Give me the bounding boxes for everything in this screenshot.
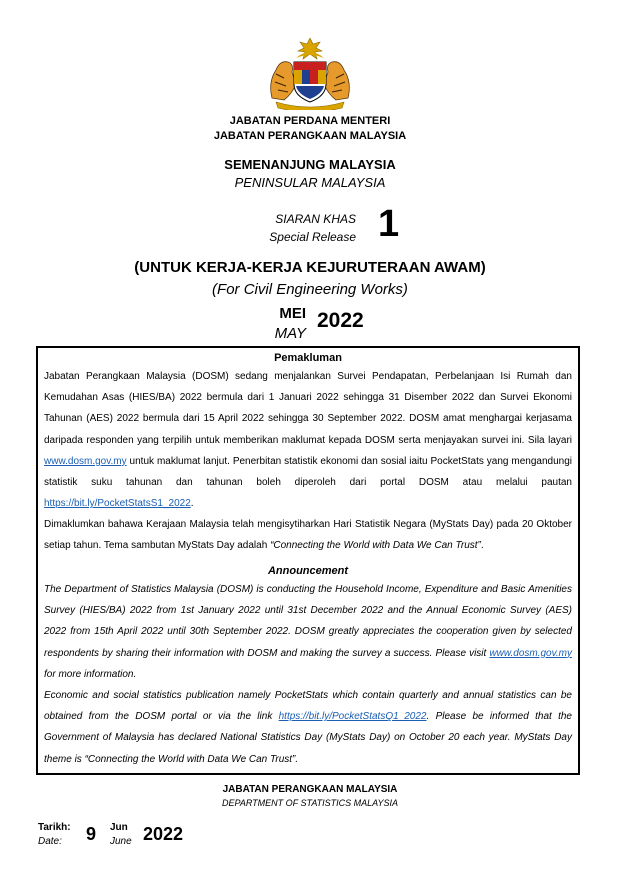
notice-heading-english: Announcement bbox=[267, 565, 349, 577]
crest-motto-ribbon bbox=[276, 102, 344, 110]
notice-text: . bbox=[480, 540, 484, 552]
notice-text: . bbox=[190, 498, 194, 510]
crest-tiger-right bbox=[324, 62, 349, 100]
pocketstats-link-english[interactable]: https://bit.ly/PocketStatsQ1_2022 bbox=[278, 711, 427, 723]
notice-text: for more information. bbox=[44, 668, 137, 680]
crest-tiger-left bbox=[271, 62, 296, 100]
notice-text: Economic and social statistics publication namely PocketStats which contain quarterly and annual statistics can be obtained from the DOSM portal or via the link bbox=[44, 690, 572, 723]
mystats-theme: “Connecting the World with Data We Can Trust” bbox=[270, 540, 481, 552]
subject-malay: (UNTUK KERJA-KERJA KEJURUTERAAN AWAM) bbox=[134, 259, 486, 276]
release-label-malay: SIARAN KHAS bbox=[275, 212, 356, 226]
month-english: MAY bbox=[274, 325, 306, 342]
footer-department-english: DEPARTMENT OF STATISTICS MALAYSIA bbox=[221, 798, 399, 808]
region-malay: SEMENANJUNG MALAYSIA bbox=[224, 157, 396, 172]
notice-text: . Please be informed that the Government of Malaysia has declared National Statistics Day (MyStats Day) on October 20 each year. MyStats Day theme is “Connecting the World with Data We Can Trust”. bbox=[44, 711, 572, 765]
department-line: JABATAN PERANGKAAN MALAYSIA bbox=[213, 130, 407, 142]
date-label-malay: Tarikh: bbox=[38, 822, 71, 833]
notice-paragraph-malay-1 bbox=[44, 366, 572, 514]
period-year: 2022 bbox=[317, 309, 364, 332]
subject-english: (For Civil Engineering Works) bbox=[212, 281, 408, 298]
announcement-box bbox=[36, 346, 580, 775]
release-label-english: Special Release bbox=[269, 230, 356, 244]
footer-department-malay: JABATAN PERANGKAAN MALAYSIA bbox=[222, 784, 398, 795]
notice-text: The Department of Statistics Malaysia (DOSM) is conducting the Household Income, Expenditure and Basic Amenities Survey (HIES/BA) 2022 from 1st January 2022 until 31st December 2022 and the Annual Economic Survey (AES) 2022 from 15th April 2022 until 30th September 2022. DOSM greatly appreciates the cooperation given by selected respondents by sharing their information with DOSM and making the survey a success. Please visit bbox=[44, 584, 572, 659]
notice-paragraph-english-1 bbox=[44, 579, 572, 685]
notice-text: Dimaklumkan bahawa Kerajaan Malaysia telah mengisytiharkan Hari Statistik Negara (MyStats Day) pada 20 Oktober setiap tahun. Tema sambutan MyStats Day adalah bbox=[44, 519, 572, 552]
release-number: 1 bbox=[378, 203, 400, 245]
dosm-website-link[interactable]: www.dosm.gov.my bbox=[44, 455, 127, 467]
crest-crescent bbox=[296, 52, 324, 58]
notice-heading-malay: Pemakluman bbox=[274, 352, 342, 364]
coat-of-arms-emblem bbox=[262, 38, 358, 110]
pocketstats-link-malay[interactable]: https://bit.ly/PocketStatsS1_2022 bbox=[44, 498, 191, 510]
region-english: PENINSULAR MALAYSIA bbox=[234, 175, 386, 190]
notice-paragraph-malay-2 bbox=[44, 514, 572, 556]
notice-text: Jabatan Perangkaan Malaysia (DOSM) sedang menjalankan Survei Pendapatan, Perbelanjaan Isi Rumah dan Kemudahan Asas (HIES/BA) 2022 bermula dari 1 Januari 2022 sehingga 31 Disember 2022 dan Survei Ekonomi Tahunan (AES) 2022 bermula dari 15 April 2022 sehingga 30 September 2022. DOSM amat menghargai kerjasama daripada responden yang terpilih untuk memberikan maklumat kepada DOSM serta menjayakan survei ini. Sila layari bbox=[44, 371, 572, 446]
notice-text: untuk maklumat lanjut. Penerbitan statistik ekonomi dan sosial iaitu PocketStats yang mengandungi statistik suku tahunan dan tahunan boleh diperoleh dari portal DOSM atau melalui pautan bbox=[44, 455, 572, 489]
month-malay: MEI bbox=[279, 305, 306, 322]
dosm-website-link-english[interactable]: www.dosm.gov.my bbox=[489, 647, 572, 659]
date-month-malay: Jun bbox=[110, 822, 128, 833]
notice-paragraph-english-2 bbox=[44, 685, 572, 770]
date-label-english: Date: bbox=[38, 836, 62, 847]
ministry-line: JABATAN PERDANA MENTERI bbox=[229, 115, 391, 127]
date-year: 2022 bbox=[143, 824, 184, 844]
date-day: 9 bbox=[86, 824, 97, 844]
date-month-english: June bbox=[110, 836, 132, 847]
